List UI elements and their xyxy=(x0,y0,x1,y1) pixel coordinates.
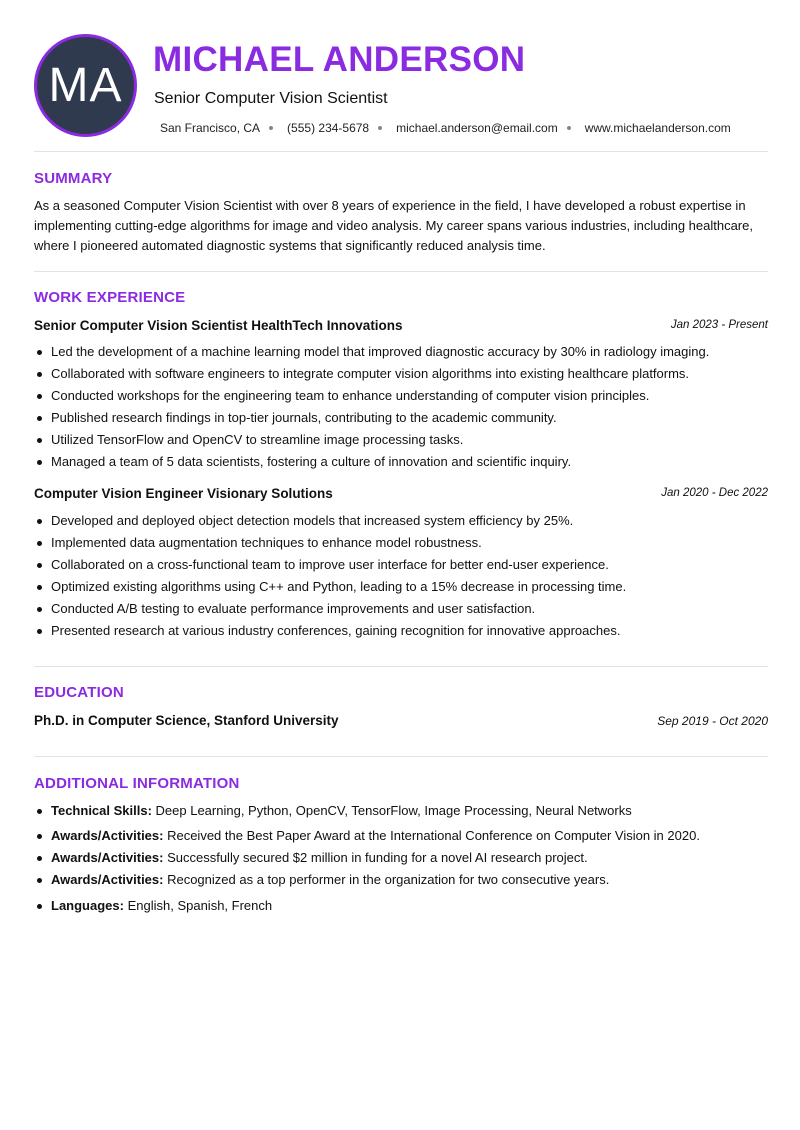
job-role: Senior Computer Vision Scientist HealthTech Innovations xyxy=(34,318,403,333)
bullet-icon xyxy=(37,563,42,568)
education-dates: Sep 2019 - Oct 2020 xyxy=(657,714,768,728)
list-item xyxy=(34,826,768,848)
contact-line xyxy=(160,121,731,135)
info-text: Received the Best Paper Award at the International Conference on Computer Vision in 2020. xyxy=(163,828,700,843)
bullet-text: Optimized existing algorithms using C++ and Python, leading to a 15% decrease in processing time. xyxy=(51,579,627,594)
info-text: Deep Learning, Python, OpenCV, TensorFlow, Image Processing, Neural Networks xyxy=(151,803,632,818)
bullet-icon xyxy=(37,904,42,909)
candidate-name: MICHAEL ANDERSON xyxy=(153,40,526,79)
job-dates: Jan 2020 - Dec 2022 xyxy=(661,487,768,499)
bullet-icon xyxy=(37,372,42,377)
bullet-icon xyxy=(37,438,42,443)
list-item xyxy=(34,408,768,430)
summary-heading: SUMMARY xyxy=(34,170,113,187)
separator-dot xyxy=(567,126,571,130)
bullet-icon xyxy=(37,878,42,883)
list-item xyxy=(34,430,768,452)
list-item xyxy=(34,555,768,577)
contact-website[interactable]: www.michaelanderson.com xyxy=(584,121,731,135)
bullet-icon xyxy=(37,541,42,546)
bullet-text: Managed a team of 5 data scientists, fostering a culture of innovation and scientific inquiry. xyxy=(51,454,572,469)
list-item xyxy=(34,364,768,386)
list-item xyxy=(34,511,768,533)
info-label: Languages: xyxy=(51,898,124,913)
summary-text: As a seasoned Computer Vision Scientist with over 8 years of experience in the field, I have developed a robust expertise in implementing cutting-edge algorithms for image and video analysis. My career spans various industries, including healthcare, where I pioneered automated diagnostic systems that significantly reduced analysis time. xyxy=(34,198,753,253)
info-label: Technical Skills: xyxy=(51,803,152,818)
bullet-icon xyxy=(37,629,42,634)
list-item xyxy=(34,386,768,408)
bullet-icon xyxy=(37,519,42,524)
info-text: English, Spanish, French xyxy=(123,898,273,913)
bullet-text: Conducted workshops for the engineering team to enhance understanding of computer vision principles. xyxy=(51,388,650,403)
bullet-icon xyxy=(37,394,42,399)
info-text: Recognized as a top performer in the organization for two consecutive years. xyxy=(163,872,610,887)
education-entry xyxy=(34,713,768,731)
degree: Ph.D. in Computer Science, Stanford University xyxy=(34,713,339,728)
list-item xyxy=(34,452,768,474)
list-item xyxy=(34,848,768,870)
job-bullets xyxy=(34,342,768,474)
bullet-icon xyxy=(37,416,42,421)
bullet-icon xyxy=(37,350,42,355)
contact-email[interactable]: michael.anderson@email.com xyxy=(396,121,558,135)
bullet-text: Implemented data augmentation techniques to enhance model robustness. xyxy=(51,535,482,550)
job-header xyxy=(34,318,768,336)
contact-location: San Francisco, CA xyxy=(160,121,261,135)
list-item xyxy=(34,896,768,918)
bullet-text: Collaborated with software engineers to integrate computer vision algorithms into existing healthcare platforms. xyxy=(51,366,690,381)
info-label: Awards/Activities: xyxy=(51,872,164,887)
additional-info-list xyxy=(34,801,768,918)
list-item xyxy=(34,870,768,896)
divider xyxy=(34,756,768,757)
bullet-text: Utilized TensorFlow and OpenCV to streamline image processing tasks. xyxy=(51,432,464,447)
contact-phone: (555) 234-5678 xyxy=(287,121,370,135)
bullet-text: Presented research at various industry conferences, gaining recognition for innovative approaches. xyxy=(51,623,621,638)
job-dates: Jan 2023 - Present xyxy=(670,319,768,331)
separator-dot xyxy=(378,126,382,130)
avatar xyxy=(34,34,137,137)
job-title: Senior Computer Vision Scientist xyxy=(154,90,388,107)
divider xyxy=(34,666,768,667)
info-label: Awards/Activities: xyxy=(51,850,164,865)
list-item xyxy=(34,577,768,599)
bullet-icon xyxy=(37,460,42,465)
job-header xyxy=(34,486,768,504)
bullet-icon xyxy=(37,856,42,861)
list-item xyxy=(34,533,768,555)
work-experience-heading: WORK EXPERIENCE xyxy=(34,289,186,306)
bullet-icon xyxy=(37,585,42,590)
info-text: Successfully secured $2 million in funding for a novel AI research project. xyxy=(163,850,588,865)
bullet-text: Published research findings in top-tier journals, contributing to the academic community. xyxy=(51,410,557,425)
list-item xyxy=(34,599,768,621)
list-item xyxy=(34,621,768,643)
info-label: Awards/Activities: xyxy=(51,828,164,843)
list-item xyxy=(34,801,768,826)
divider xyxy=(34,151,768,152)
education-heading: EDUCATION xyxy=(34,684,124,701)
bullet-text: Conducted A/B testing to evaluate performance improvements and user satisfaction. xyxy=(51,601,536,616)
bullet-icon xyxy=(37,809,42,814)
job-bullets xyxy=(34,511,768,643)
divider xyxy=(34,271,768,272)
bullet-icon xyxy=(37,834,42,839)
additional-info-heading: ADDITIONAL INFORMATION xyxy=(34,775,240,792)
bullet-icon xyxy=(37,607,42,612)
list-item xyxy=(34,342,768,364)
job-role: Computer Vision Engineer Visionary Solutions xyxy=(34,486,333,501)
bullet-text: Developed and deployed object detection models that increased system efficiency by 25%. xyxy=(51,513,574,528)
bullet-text: Collaborated on a cross-functional team to improve user interface for better end-user experience. xyxy=(51,557,609,572)
resume-header xyxy=(34,34,768,138)
separator-dot xyxy=(269,126,273,130)
avatar-initials: MA xyxy=(48,59,123,112)
bullet-text: Led the development of a machine learning model that improved diagnostic accuracy by 30% in radiology imaging. xyxy=(51,344,710,359)
